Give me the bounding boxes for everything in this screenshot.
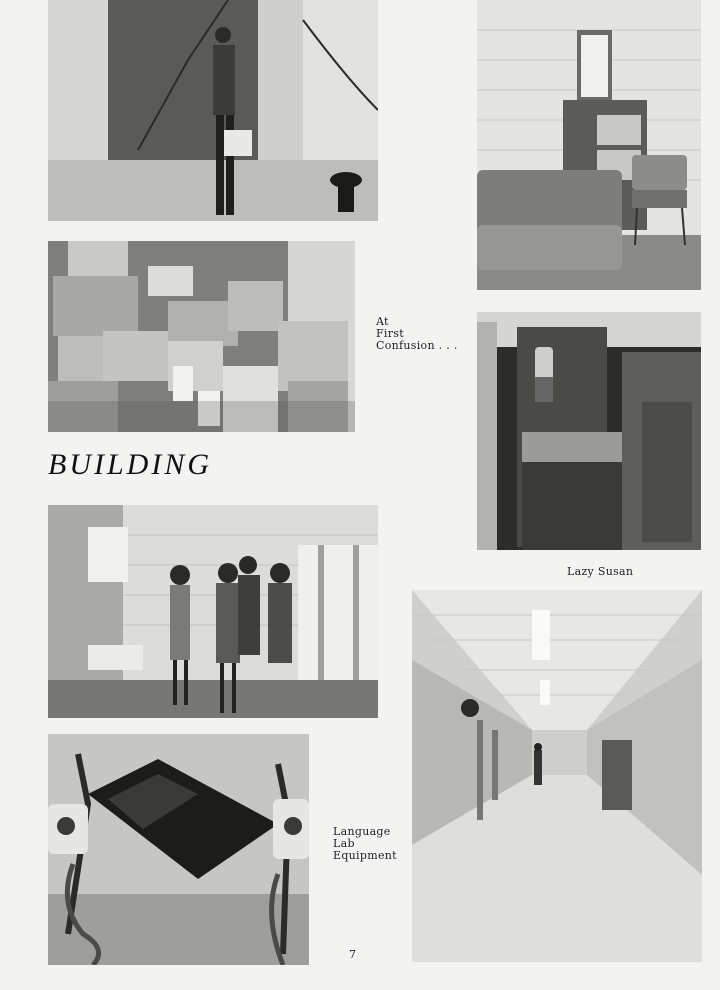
photo-waiting-area-bench [477,0,701,290]
photo-girls-restroom [48,505,378,718]
caption-lazy-susan: Lazy Susan [567,565,634,578]
photo-language-lab-equipment [48,734,309,965]
caption-line: Lab [333,837,355,850]
photo-lazy-susan-cabinet [477,312,701,550]
photo-stacked-boxes [48,241,355,432]
caption-line: At [376,315,389,328]
caption-line: Confusion . . . [376,339,458,352]
caption-language-lab [333,826,397,862]
page-title: BUILDING [48,448,212,481]
photo-student-unfinished-room [48,0,378,221]
caption-line: First [376,327,404,340]
caption-line: Language [333,825,391,838]
page-number: 7 [349,948,356,961]
caption-at-first-confusion [376,316,458,352]
photo-hallway [412,590,702,962]
caption-line: Equipment [333,849,397,862]
